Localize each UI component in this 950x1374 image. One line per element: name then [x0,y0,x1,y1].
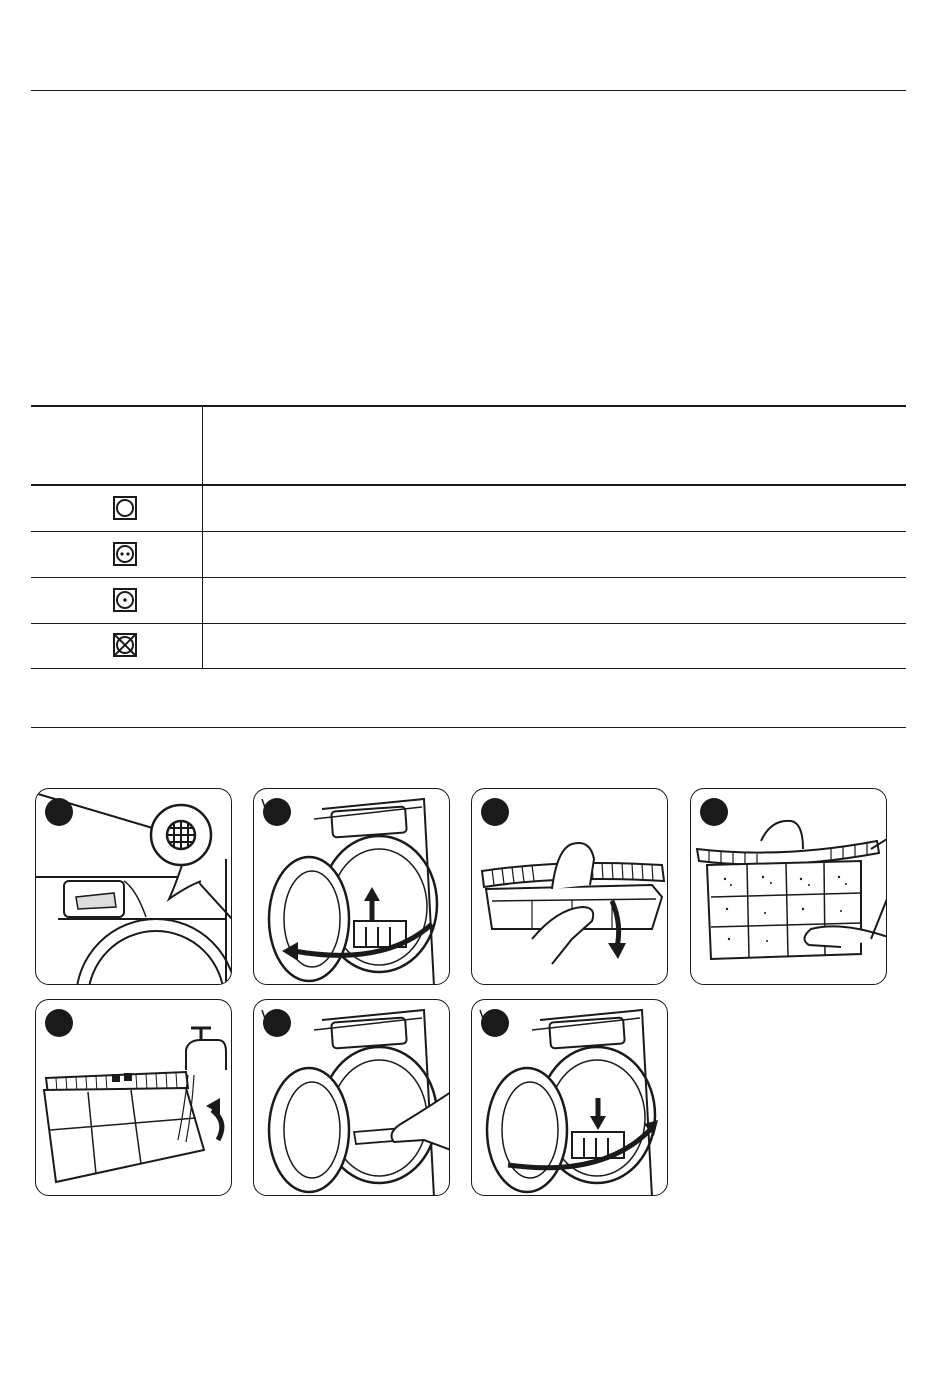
table-top-border [31,405,906,407]
step-5-illustration [35,999,232,1196]
tumble-dry-high-heat-icon [112,541,138,567]
table-bottom-border [31,668,906,669]
step-4-illustration [690,788,887,985]
step-7-illustration [471,999,668,1196]
top-divider [31,90,906,91]
table-column-divider [202,406,203,668]
table-row-divider [31,577,906,578]
table-header-border [31,484,906,486]
step-4-badge [700,798,728,826]
step-3-illustration [471,788,668,985]
step-1-badge [45,798,73,826]
tumble-dry-low-heat-icon [112,587,138,613]
step-6-badge [263,1009,291,1037]
section-divider [31,727,906,728]
step-5-badge [45,1009,73,1037]
step-2-badge [263,798,291,826]
step-1-illustration [35,788,232,985]
step-3-badge [481,798,509,826]
step-2-illustration [253,788,450,985]
do-not-tumble-dry-icon [112,632,138,658]
table-row-divider [31,531,906,532]
table-row-divider [31,623,906,624]
tumble-dry-icon [112,495,138,521]
step-7-badge [481,1009,509,1037]
step-6-illustration [253,999,450,1196]
